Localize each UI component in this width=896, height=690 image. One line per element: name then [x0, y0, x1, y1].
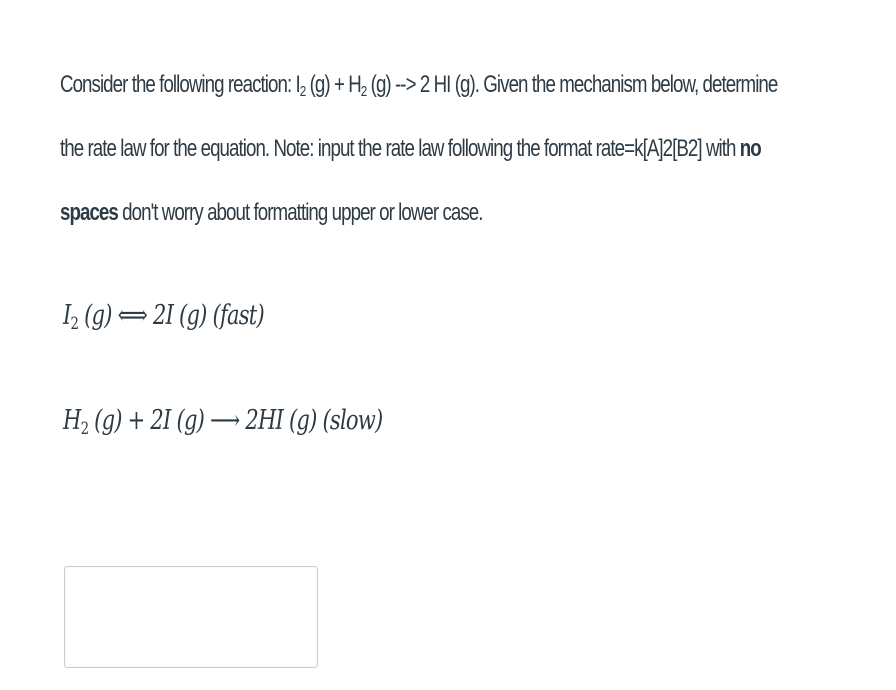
equilibrium-arrow-icon: ⟺	[117, 300, 148, 331]
mechanism-step-slow: $H_2$ (g) + 2I (g) ⟶ 2HI (g) (slow)	[63, 405, 383, 439]
question-text	[60, 58, 871, 250]
reaction-arrow-icon: ⟶	[210, 405, 240, 436]
question-line-3: spaces don't worry about formatting upper or lower case.	[60, 199, 483, 226]
question-line-1: Consider the following reaction: $I_2$ $(g) + H_2$ (g) --> 2 HI (g). Given the mechanism below, determine	[60, 71, 778, 100]
question-line-2: the rate law for the equation. Note: input the rate law following the format rate=k[A]2[B2] with no	[60, 135, 761, 162]
mechanism-step-fast: $I_2$ (g) ⟺ 2I (g) (fast)	[63, 300, 264, 334]
answer-input[interactable]	[64, 566, 318, 668]
